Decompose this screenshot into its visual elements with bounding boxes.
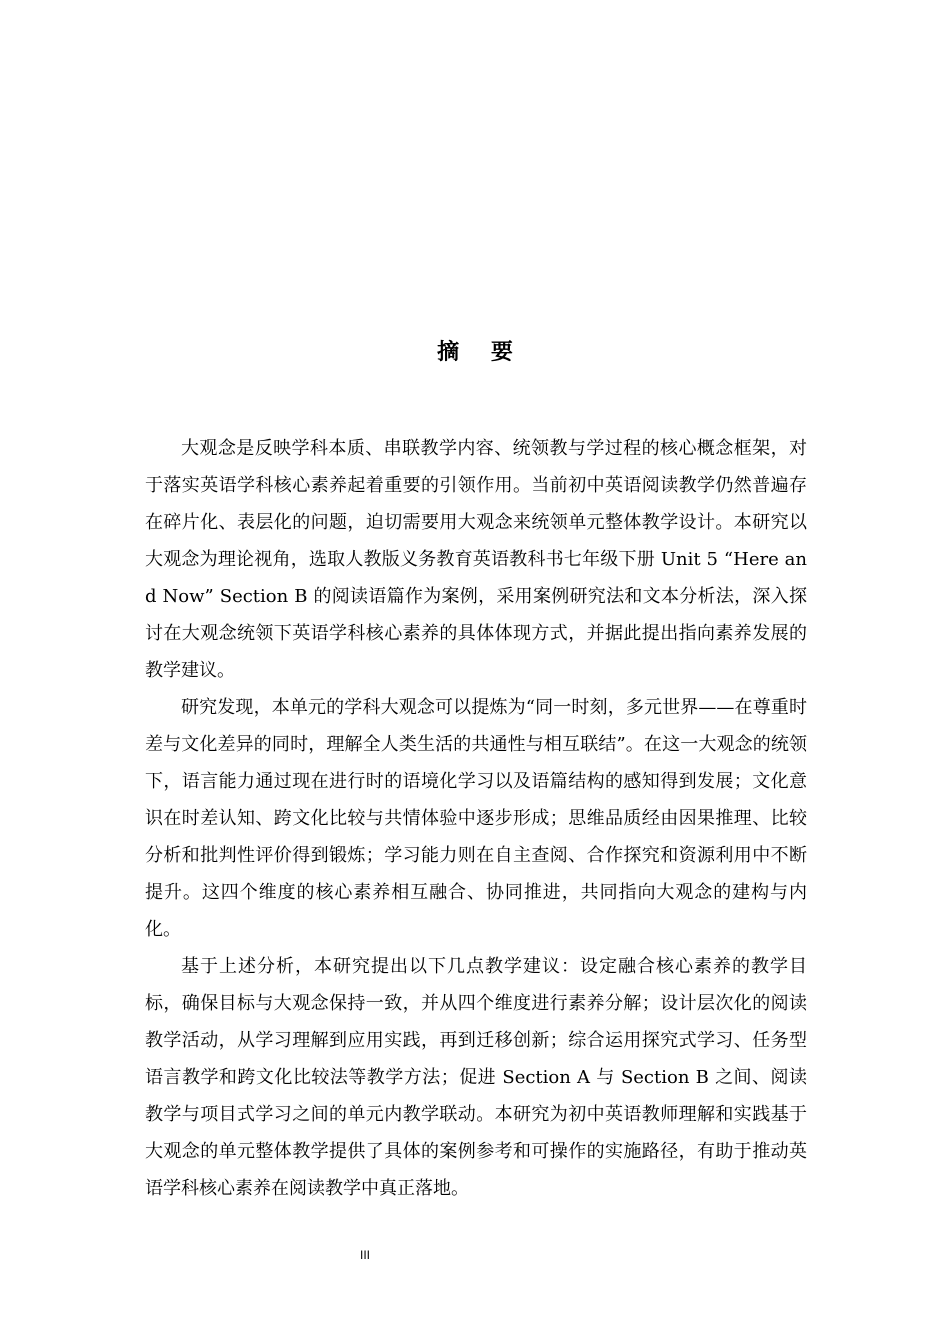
abstract-paragraph-2: 研究发现，本单元的学科大观念可以提炼为“同一时刻，多元世界——在尊重时差与文化差异的同时，理解全人类生活的共通性与相互联结”。在这一大观念的统领下，语言能力通过现在进行时的语境化学习以及语篇结构的感知得到发展；文化意识在时差认知、跨文化比较与共情体验中逐步形成；思维品质经由因果推理、比较分析和批判性评价得到锻炼；学习能力则在自主查阅、合作探究和资源利用中不断提升。这四个维度的核心素养相互融合、协同推进，共同指向大观念的建构与内化。	[145, 697, 807, 940]
abstract-paragraph-1: 大观念是反映学科本质、串联教学内容、统领教与学过程的核心概念框架，对于落实英语学科核心素养起着重要的引领作用。当前初中英语阅读教学仍然普遍存在碎片化、表层化的问题，迫切需要用大观念来统领单元整体教学设计。本研究以大观念为理论视角，选取人教版义务教育英语教科书七年级下册 Unit 5 “Here and Now” Section B 的阅读语篇作为案例，采用案例研究法和文本分析法，深入探讨在大观念统领下英语学科核心素养的具体体现方式，并据此提出指向素养发展的教学建议。	[145, 438, 807, 681]
abstract-title: 摘 要	[437, 339, 525, 365]
abstract-body	[145, 430, 807, 1207]
abstract-paragraph-3: 基于上述分析，本研究提出以下几点教学建议：设定融合核心素养的教学目标，确保目标与大观念保持一致，并从四个维度进行素养分解；设计层次化的阅读教学活动，从学习理解到应用实践，再到迁移创新；综合运用探究式学习、任务型语言教学和跨文化比较法等教学方法；促进 Section A 与 Section B 之间、阅读教学与项目式学习之间的单元内教学联动。本研究为初中英语教师理解和实践基于大观念的单元整体教学提供了具体的案例参考和可操作的实施路径，有助于推动英语学科核心素养在阅读教学中真正落地。	[145, 956, 807, 1199]
page-number: III	[359, 1248, 370, 1262]
